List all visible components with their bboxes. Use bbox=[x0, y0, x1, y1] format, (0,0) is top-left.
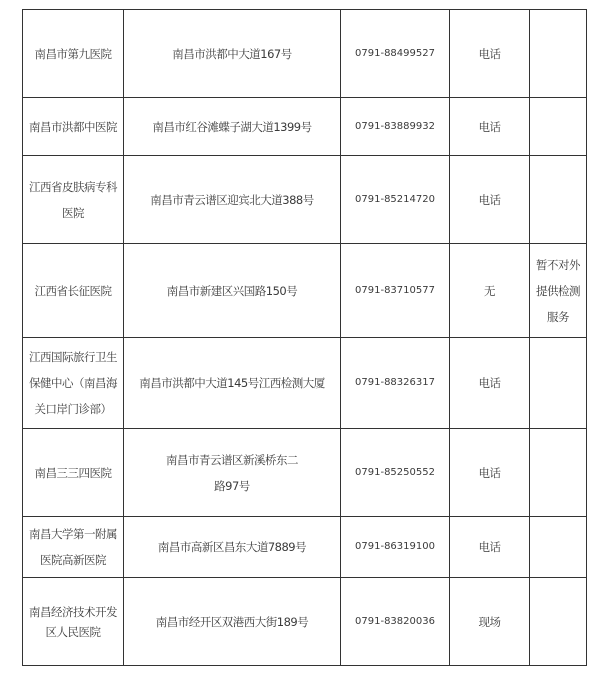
phone-cell: 0791-83710577 bbox=[341, 244, 450, 338]
table-row bbox=[23, 429, 587, 517]
method-cell: 无 bbox=[450, 244, 530, 338]
phone-cell: 0791-88326317 bbox=[341, 338, 450, 429]
phone-cell: 0791-83820036 bbox=[341, 578, 450, 666]
address-cell: 南昌市经开区双港西大街189号 bbox=[124, 578, 341, 666]
phone-cell: 0791-85214720 bbox=[341, 156, 450, 244]
method-cell: 电话 bbox=[450, 429, 530, 517]
hospital-name-cell: 南昌市洪都中医院 bbox=[23, 98, 124, 156]
hospital-name-cell: 南昌市第九医院 bbox=[23, 10, 124, 98]
hospital-name-cell: 江西国际旅行卫生保健中心（南昌海关口岸门诊部） bbox=[23, 338, 124, 429]
table-row bbox=[23, 98, 587, 156]
method-cell: 现场 bbox=[450, 578, 530, 666]
note-cell bbox=[530, 156, 587, 244]
phone-cell: 0791-85250552 bbox=[341, 429, 450, 517]
hospital-name-cell: 江西省长征医院 bbox=[23, 244, 124, 338]
method-cell: 电话 bbox=[450, 338, 530, 429]
hospital-name-cell: 南昌大学第一附属医院高新医院 bbox=[23, 517, 124, 578]
hospital-name-cell: 江西省皮肤病专科医院 bbox=[23, 156, 124, 244]
table-row bbox=[23, 517, 587, 578]
note-cell bbox=[530, 429, 587, 517]
address-cell: 南昌市红谷滩蝶子湖大道1399号 bbox=[124, 98, 341, 156]
hospital-name-cell: 南昌三三四医院 bbox=[23, 429, 124, 517]
note-cell bbox=[530, 517, 587, 578]
note-cell bbox=[530, 578, 587, 666]
hospital-table bbox=[22, 9, 587, 666]
table-row bbox=[23, 338, 587, 429]
note-cell bbox=[530, 338, 587, 429]
table-row bbox=[23, 10, 587, 98]
phone-cell: 0791-88499527 bbox=[341, 10, 450, 98]
method-cell: 电话 bbox=[450, 98, 530, 156]
address-cell: 南昌市青云谱区新溪桥东二路97号 bbox=[124, 429, 341, 517]
table-row bbox=[23, 156, 587, 244]
hospital-name-cell: 南昌经济技术开发区人民医院 bbox=[23, 578, 124, 666]
phone-cell: 0791-86319100 bbox=[341, 517, 450, 578]
table-row bbox=[23, 244, 587, 338]
table-row bbox=[23, 578, 587, 666]
address-cell: 南昌市新建区兴国路150号 bbox=[124, 244, 341, 338]
note-cell: 暂不对外提供检测服务 bbox=[530, 244, 587, 338]
address-cell: 南昌市高新区昌东大道7889号 bbox=[124, 517, 341, 578]
note-cell bbox=[530, 10, 587, 98]
address-cell: 南昌市洪都中大道167号 bbox=[124, 10, 341, 98]
address-cell: 南昌市青云谱区迎宾北大道388号 bbox=[124, 156, 341, 244]
phone-cell: 0791-83889932 bbox=[341, 98, 450, 156]
method-cell: 电话 bbox=[450, 517, 530, 578]
method-cell: 电话 bbox=[450, 10, 530, 98]
address-cell: 南昌市洪都中大道145号江西检测大厦 bbox=[124, 338, 341, 429]
note-cell bbox=[530, 98, 587, 156]
method-cell: 电话 bbox=[450, 156, 530, 244]
